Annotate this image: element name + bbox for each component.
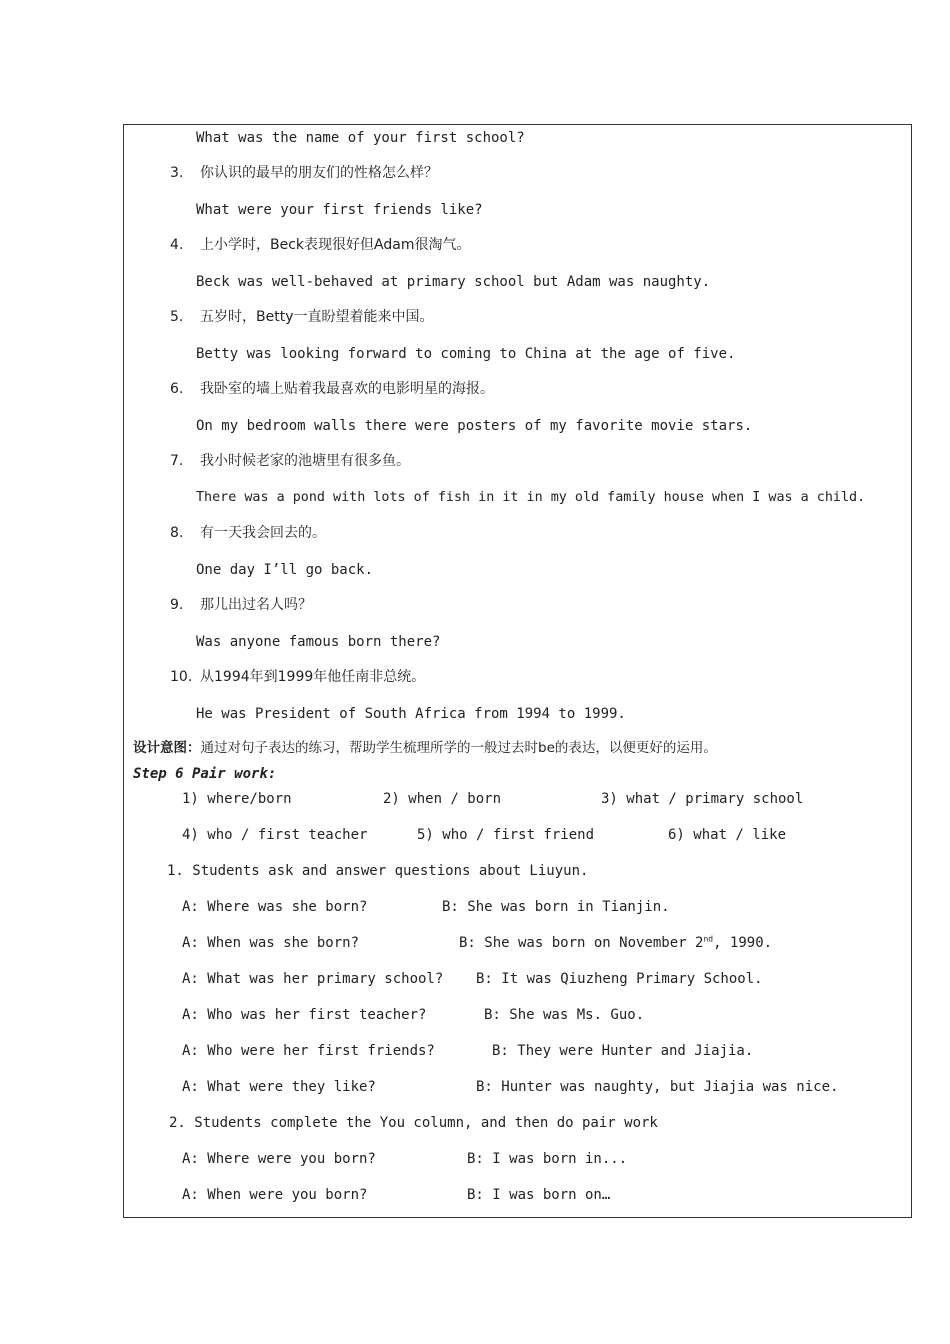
dialogue-a: A: Who was her first teacher? xyxy=(182,1007,427,1023)
question-5: 五岁时，Betty一直盼望着能来中国。 xyxy=(200,309,434,325)
item-number: 8. xyxy=(170,525,184,541)
dialogue-b: B: I was born on… xyxy=(467,1187,611,1203)
item-number: 5. xyxy=(170,309,184,325)
ordinal-suffix: nd xyxy=(703,934,714,944)
dialogue-b xyxy=(459,934,772,952)
item-number: 9. xyxy=(170,597,184,613)
design-intent-text: 通过对句子表达的练习，帮助学生梳理所学的一般过去时be的表达，以便更好的运用。 xyxy=(200,740,717,756)
dialogue-b: B: She was Ms. Guo. xyxy=(484,1007,645,1023)
step-6-heading: Step 6 Pair work: xyxy=(133,766,277,782)
item-number: 4. xyxy=(170,237,184,253)
dialogue-b: B: It was Qiuzheng Primary School. xyxy=(476,971,763,987)
answer-3: What were your first friends like? xyxy=(196,202,483,218)
dialogue-b: B: They were Hunter and Jiajia. xyxy=(492,1043,754,1059)
prompt-1: 1) where/born xyxy=(182,791,292,807)
answer-7: There was a pond with lots of fish in it in my old family house when I was a child. xyxy=(196,490,866,505)
task-1-title: 1. Students ask and answer questions about Liuyun. xyxy=(167,863,589,879)
question-4: 上小学时，Beck表现很好但Adam很淘气。 xyxy=(200,237,471,253)
answer-6: On my bedroom walls there were posters of my favorite movie stars. xyxy=(196,418,753,434)
prompt-3: 3) what / primary school xyxy=(601,791,804,807)
item-number: 6. xyxy=(170,381,184,397)
answer-5: Betty was looking forward to coming to China at the age of five. xyxy=(196,346,736,362)
dialogue-b: B: Hunter was naughty, but Jiajia was nice. xyxy=(476,1079,839,1095)
design-intent xyxy=(133,739,717,757)
design-intent-label: 设计意图： xyxy=(133,740,201,756)
answer-2: What was the name of your first school? xyxy=(196,130,525,146)
dialogue-b-year: , 1990. xyxy=(713,935,773,951)
dialogue-a: A: Where was she born? xyxy=(182,899,368,915)
prompt-4: 4) who / first teacher xyxy=(182,827,368,843)
dialogue-b-text: B: She was born on November 2 xyxy=(459,935,704,951)
prompt-5: 5) who / first friend xyxy=(417,827,595,843)
answer-8: One day I’ll go back. xyxy=(196,562,374,578)
dialogue-a: A: When was she born? xyxy=(182,935,360,951)
dialogue-b: B: I was born in... xyxy=(467,1151,628,1167)
task-2-title: 2. Students complete the You column, and then do pair work xyxy=(169,1115,658,1131)
answer-4: Beck was well-behaved at primary school but Adam was naughty. xyxy=(196,274,711,290)
answer-9: Was anyone famous born there? xyxy=(196,634,441,650)
dialogue-a: A: Where were you born? xyxy=(182,1151,376,1167)
dialogue-a: A: What were they like? xyxy=(182,1079,376,1095)
item-number: 3. xyxy=(170,165,184,181)
question-6: 我卧室的墙上贴着我最喜欢的电影明星的海报。 xyxy=(200,381,494,397)
item-number: 7. xyxy=(170,453,184,469)
question-7: 我小时候老家的池塘里有很多鱼。 xyxy=(200,453,410,469)
question-9: 那儿出过名人吗？ xyxy=(200,597,312,613)
question-10: 从1994年到1999年他任南非总统。 xyxy=(200,669,426,685)
question-3: 你认识的最早的朋友们的性格怎么样？ xyxy=(200,165,438,181)
answer-10: He was President of South Africa from 1994 to 1999. xyxy=(196,706,626,722)
dialogue-b: B: She was born in Tianjin. xyxy=(442,899,670,915)
prompt-6: 6) what / like xyxy=(668,827,787,843)
question-8: 有一天我会回去的。 xyxy=(200,525,326,541)
dialogue-a: A: Who were her first friends? xyxy=(182,1043,435,1059)
item-number: 10. xyxy=(170,669,193,685)
dialogue-a: A: When were you born? xyxy=(182,1187,368,1203)
dialogue-a: A: What was her primary school? xyxy=(182,971,444,987)
prompt-2: 2) when / born xyxy=(383,791,502,807)
